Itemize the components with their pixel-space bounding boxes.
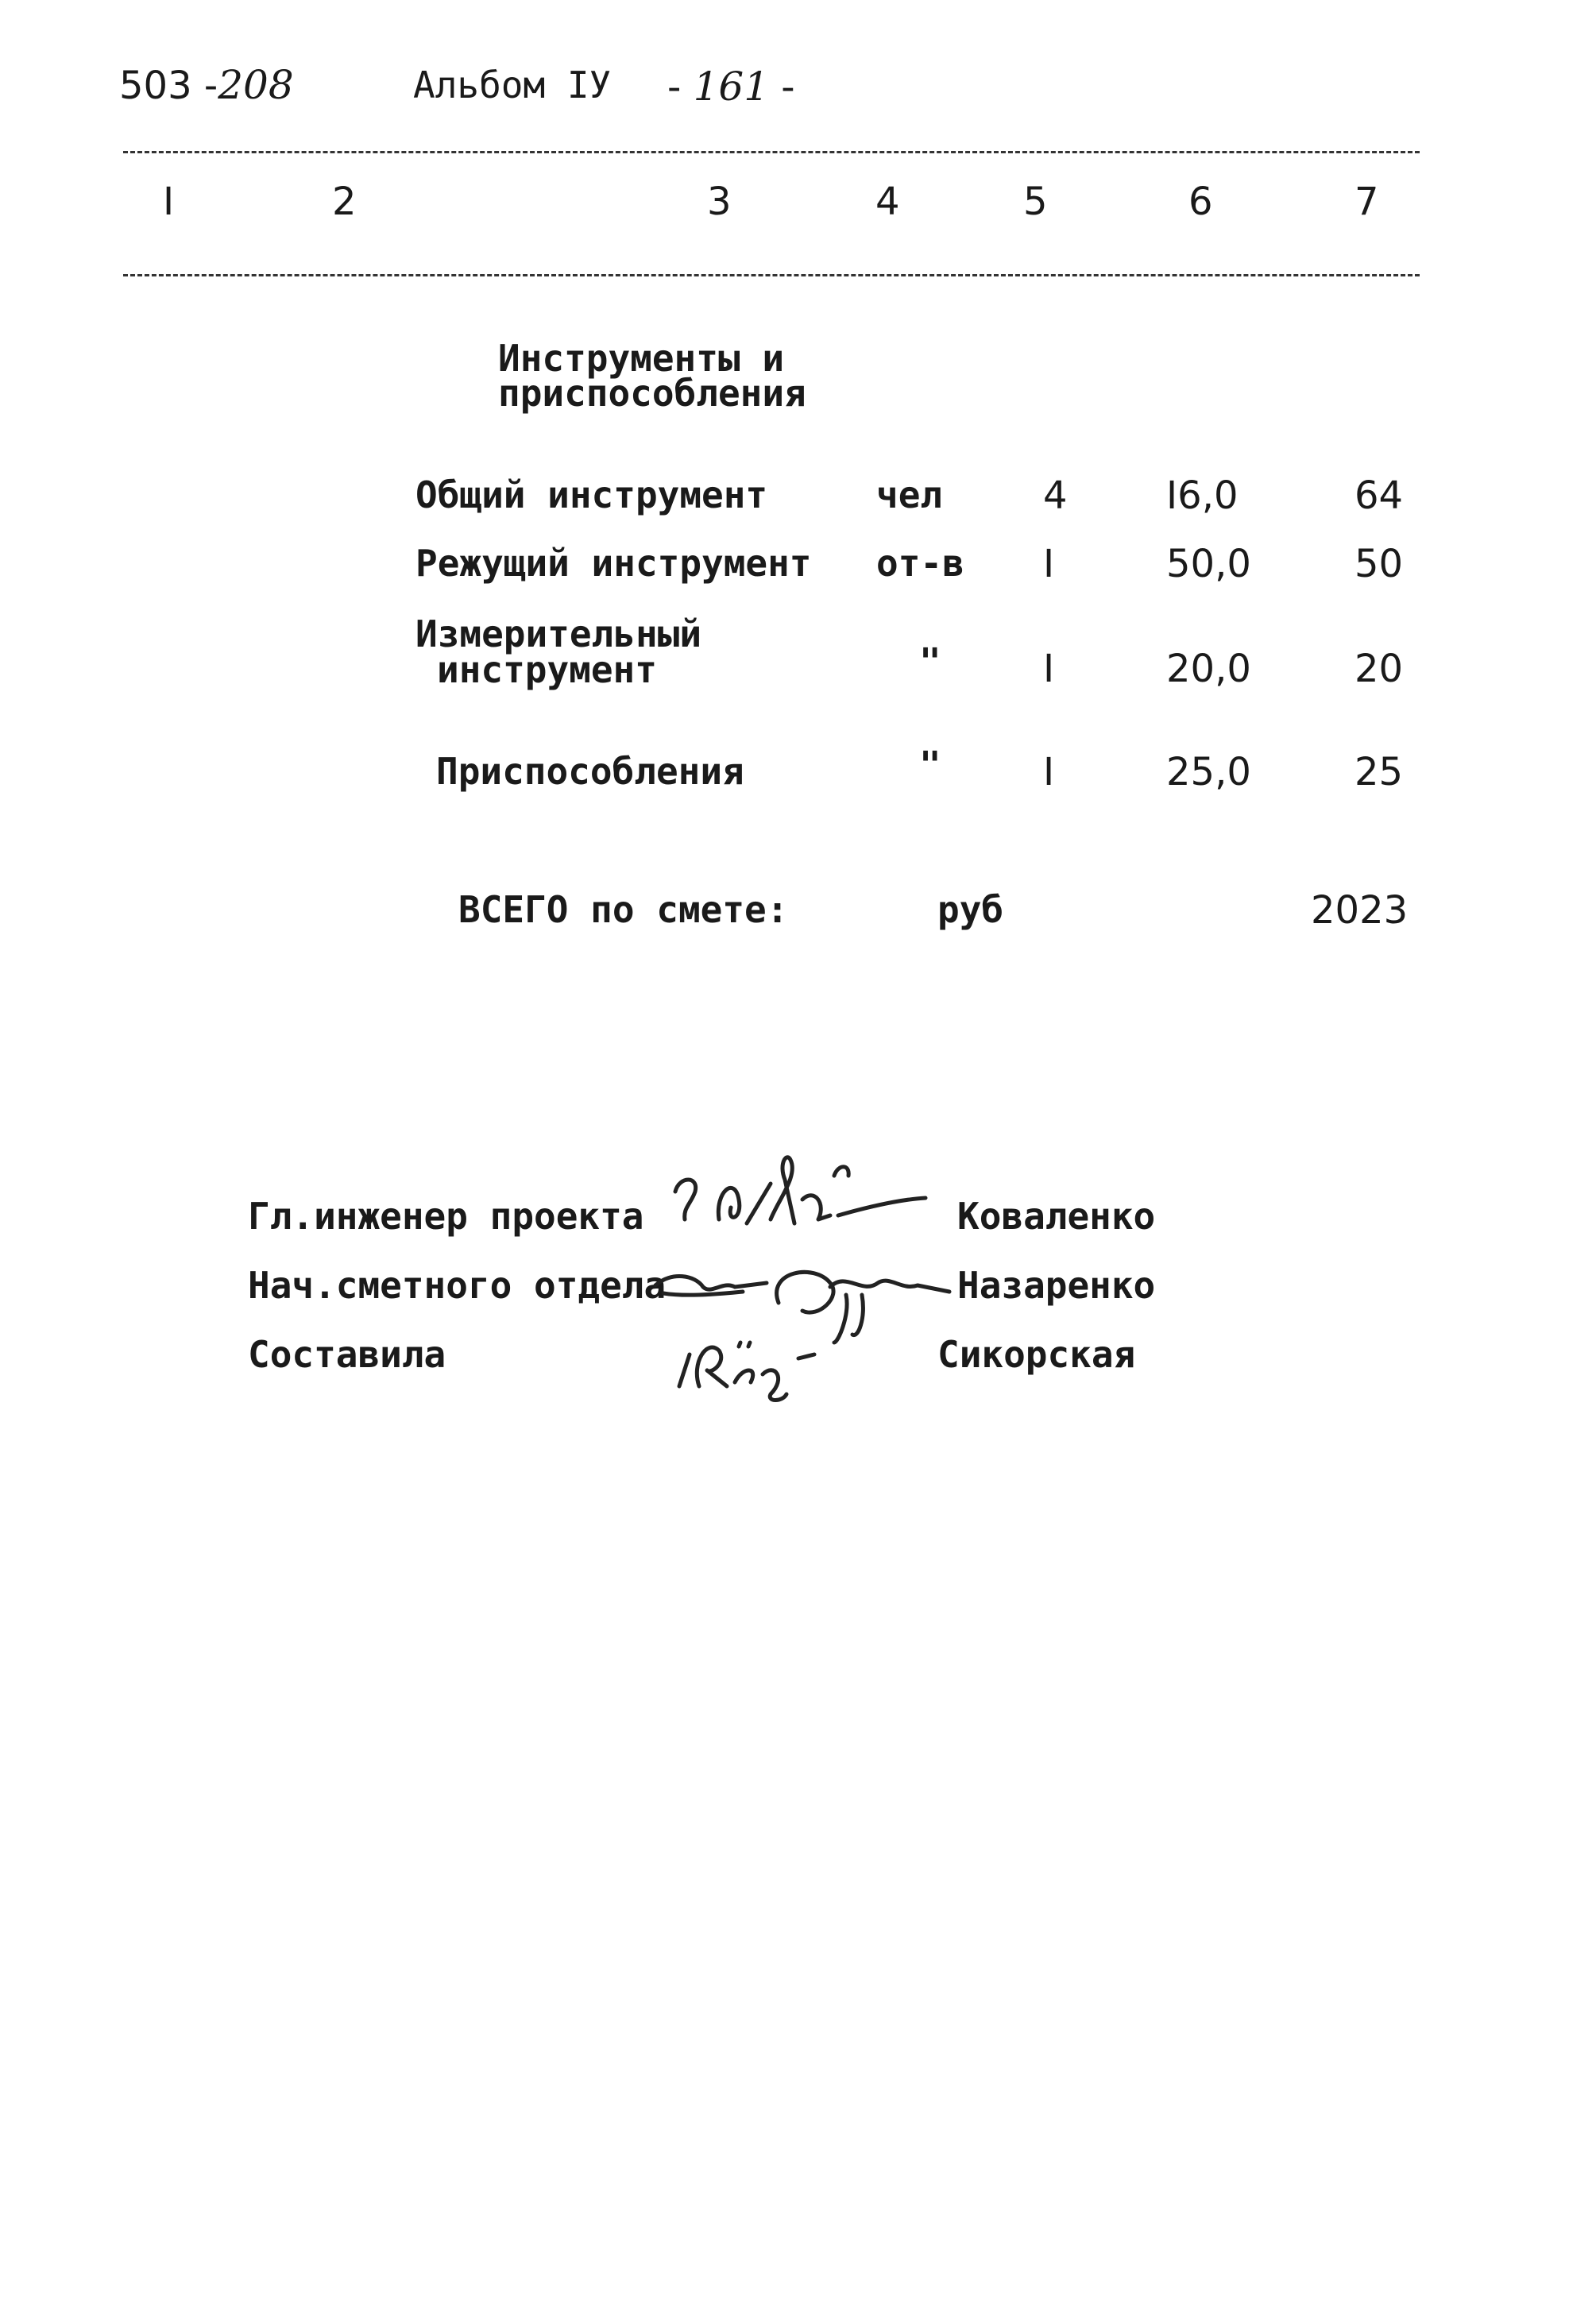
column-number-5: 5	[1023, 180, 1048, 224]
signature-1-scribble	[659, 1144, 929, 1247]
column-number-4: 4	[875, 180, 900, 224]
row-4-qty: I	[1043, 750, 1055, 794]
row-4-unit-ditto: "	[919, 744, 941, 786]
column-number-1: I	[163, 180, 175, 224]
column-number-3: 3	[707, 180, 732, 224]
column-number-6: 6	[1188, 180, 1213, 224]
signature-2-name: Назаренко	[957, 1264, 1156, 1307]
grand-total-value: 2023	[1311, 888, 1409, 933]
row-4-name: Приспособления	[436, 750, 744, 793]
signature-2-role: Нач.сметного отдела	[248, 1264, 667, 1307]
section-title-line1: Инструменты и	[498, 337, 785, 380]
row-3-name-line1: Измерительный	[415, 612, 702, 655]
row-1-name: Общий инструмент	[415, 473, 768, 516]
row-1-unit: чел	[876, 473, 943, 516]
page-number-dash-left: -	[667, 65, 682, 110]
row-1-total: 64	[1354, 473, 1404, 518]
row-3-unit-ditto: "	[919, 640, 941, 683]
row-1-qty: 4	[1043, 473, 1068, 518]
page-number	[667, 64, 795, 110]
column-number-7: 7	[1354, 180, 1379, 224]
album-label: Альбом IУ	[413, 64, 612, 106]
section-title-line2: приспособления	[498, 372, 806, 415]
row-4-total: 25	[1354, 750, 1404, 794]
header-top-rule	[123, 151, 1420, 153]
signature-3-scribble	[667, 1315, 826, 1410]
row-3-qty: I	[1043, 647, 1055, 691]
row-2-total: 50	[1354, 542, 1404, 586]
page-number-value: 161	[693, 64, 770, 110]
header-bottom-rule	[123, 274, 1420, 276]
row-2-qty: I	[1043, 542, 1055, 586]
grand-total-label: ВСЕГО по смете:	[458, 888, 789, 931]
signature-1-name: Коваленко	[957, 1195, 1156, 1238]
document-code-handwritten: 208	[218, 62, 294, 108]
signature-3-role: Составила	[248, 1333, 446, 1376]
row-2-price: 50,0	[1166, 542, 1251, 586]
row-1-price: I6,0	[1166, 473, 1239, 518]
column-number-2: 2	[332, 180, 357, 224]
row-3-total: 20	[1354, 647, 1404, 691]
grand-total-unit: руб	[937, 888, 1004, 931]
document-code	[119, 62, 294, 108]
signature-3-name: Сикорская	[937, 1333, 1136, 1376]
signature-1-role: Гл.инженер проекта	[248, 1195, 644, 1238]
row-2-name: Режущий инструмент	[415, 542, 812, 585]
row-3-name-line2: инструмент	[437, 648, 657, 691]
row-3-price: 20,0	[1166, 647, 1251, 691]
row-2-unit: от-в	[876, 542, 964, 585]
document-code-prefix: 503 -	[119, 64, 218, 108]
row-4-price: 25,0	[1166, 750, 1251, 794]
page-number-dash-right: -	[781, 65, 795, 110]
